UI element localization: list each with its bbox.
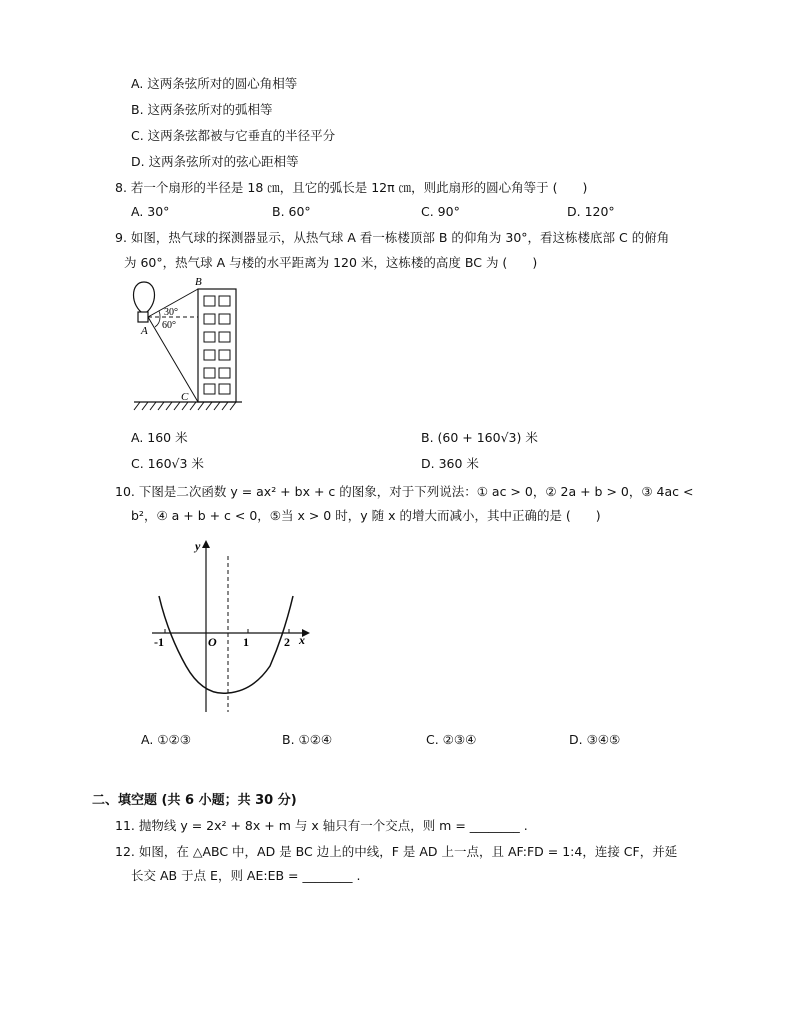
q12-stem-line1: 12. 如图，在 △ABC 中，AD 是 BC 边上的中线，F 是 AD 上一点，且 AF:FD = 1:4，连接 CF，并延 (115, 844, 678, 859)
q10-origin: O (208, 635, 217, 649)
q10-stem-line2: b²，④ a + b + c < 0，⑤当 x > 0 时，y 随 x 的增大而减小，其中正确的是 ( ) (131, 508, 601, 523)
q9-angle-60: 60° (162, 320, 176, 331)
q10-tick-1: 1 (243, 635, 249, 649)
q10-figure (146, 536, 316, 716)
q7-option-b: B. 这两条弦所对的弧相等 (131, 102, 273, 117)
q7-option-d: D. 这两条弦所对的弦心距相等 (131, 154, 299, 169)
q8-option-c: C. 90° (421, 204, 460, 219)
q10-x-label: x (299, 633, 305, 647)
q8-option-b: B. 60° (272, 204, 311, 219)
q12-stem-line2: 长交 AB 于点 E，则 AE:EB = ________ . (131, 868, 361, 883)
section-title: 二、填空题 (共 6 小题；共 30 分) (92, 793, 297, 808)
q10-stem-line1: 10. 下图是二次函数 y = ax² + bx + c 的图象，对于下列说法：① ac > 0，② 2a + b > 0，③ 4ac < (115, 484, 694, 499)
q9-option-c: C. 160√3 米 (131, 456, 204, 471)
q9-option-b: B. (60 + 160√3) 米 (421, 430, 538, 445)
q10-option-a: A. ①②③ (141, 732, 191, 747)
q9-stem-line1: 9. 如图，热气球的探测器显示，从热气球 A 看一栋楼顶部 B 的仰角为 30°，看这栋楼底部 C 的俯角 (115, 230, 670, 245)
q10-option-d: D. ③④⑤ (569, 732, 621, 747)
q9-label-c: C (181, 391, 189, 403)
q8-option-d: D. 120° (567, 204, 615, 219)
q9-stem-line2: 为 60°，热气球 A 与楼的水平距离为 120 米，这栋楼的高度 BC 为 ( ) (124, 255, 538, 270)
q9-label-b: B (195, 276, 202, 288)
parabola (159, 596, 293, 693)
q8-option-a: A. 30° (131, 204, 170, 219)
q7-option-c: C. 这两条弦都被与它垂直的半径平分 (131, 128, 336, 143)
q10-y-label: y (195, 539, 201, 553)
balloon-icon (134, 282, 155, 314)
q8-stem: 8. 若一个扇形的半径是 18 ㎝，且它的弧长是 12π ㎝，则此扇形的圆心角等于 ( ) (115, 180, 588, 195)
q10-option-b: B. ①②④ (282, 732, 333, 747)
q9-angle-30: 30° (164, 307, 178, 318)
q7-option-a: A. 这两条弦所对的圆心角相等 (131, 76, 298, 91)
q9-option-a: A. 160 米 (131, 430, 188, 445)
balloon-basket (138, 312, 148, 322)
q9-label-a: A (141, 325, 148, 337)
q10-option-c: C. ②③④ (426, 732, 477, 747)
q10-tick-2: 2 (284, 635, 290, 649)
q11-stem: 11. 抛物线 y = 2x² + 8x + m 与 x 轴只有一个交点，则 m = ________ . (115, 818, 528, 833)
q9-figure (128, 276, 248, 416)
q9-option-d: D. 360 米 (421, 456, 479, 471)
q10-tick-m1: -1 (154, 635, 164, 649)
